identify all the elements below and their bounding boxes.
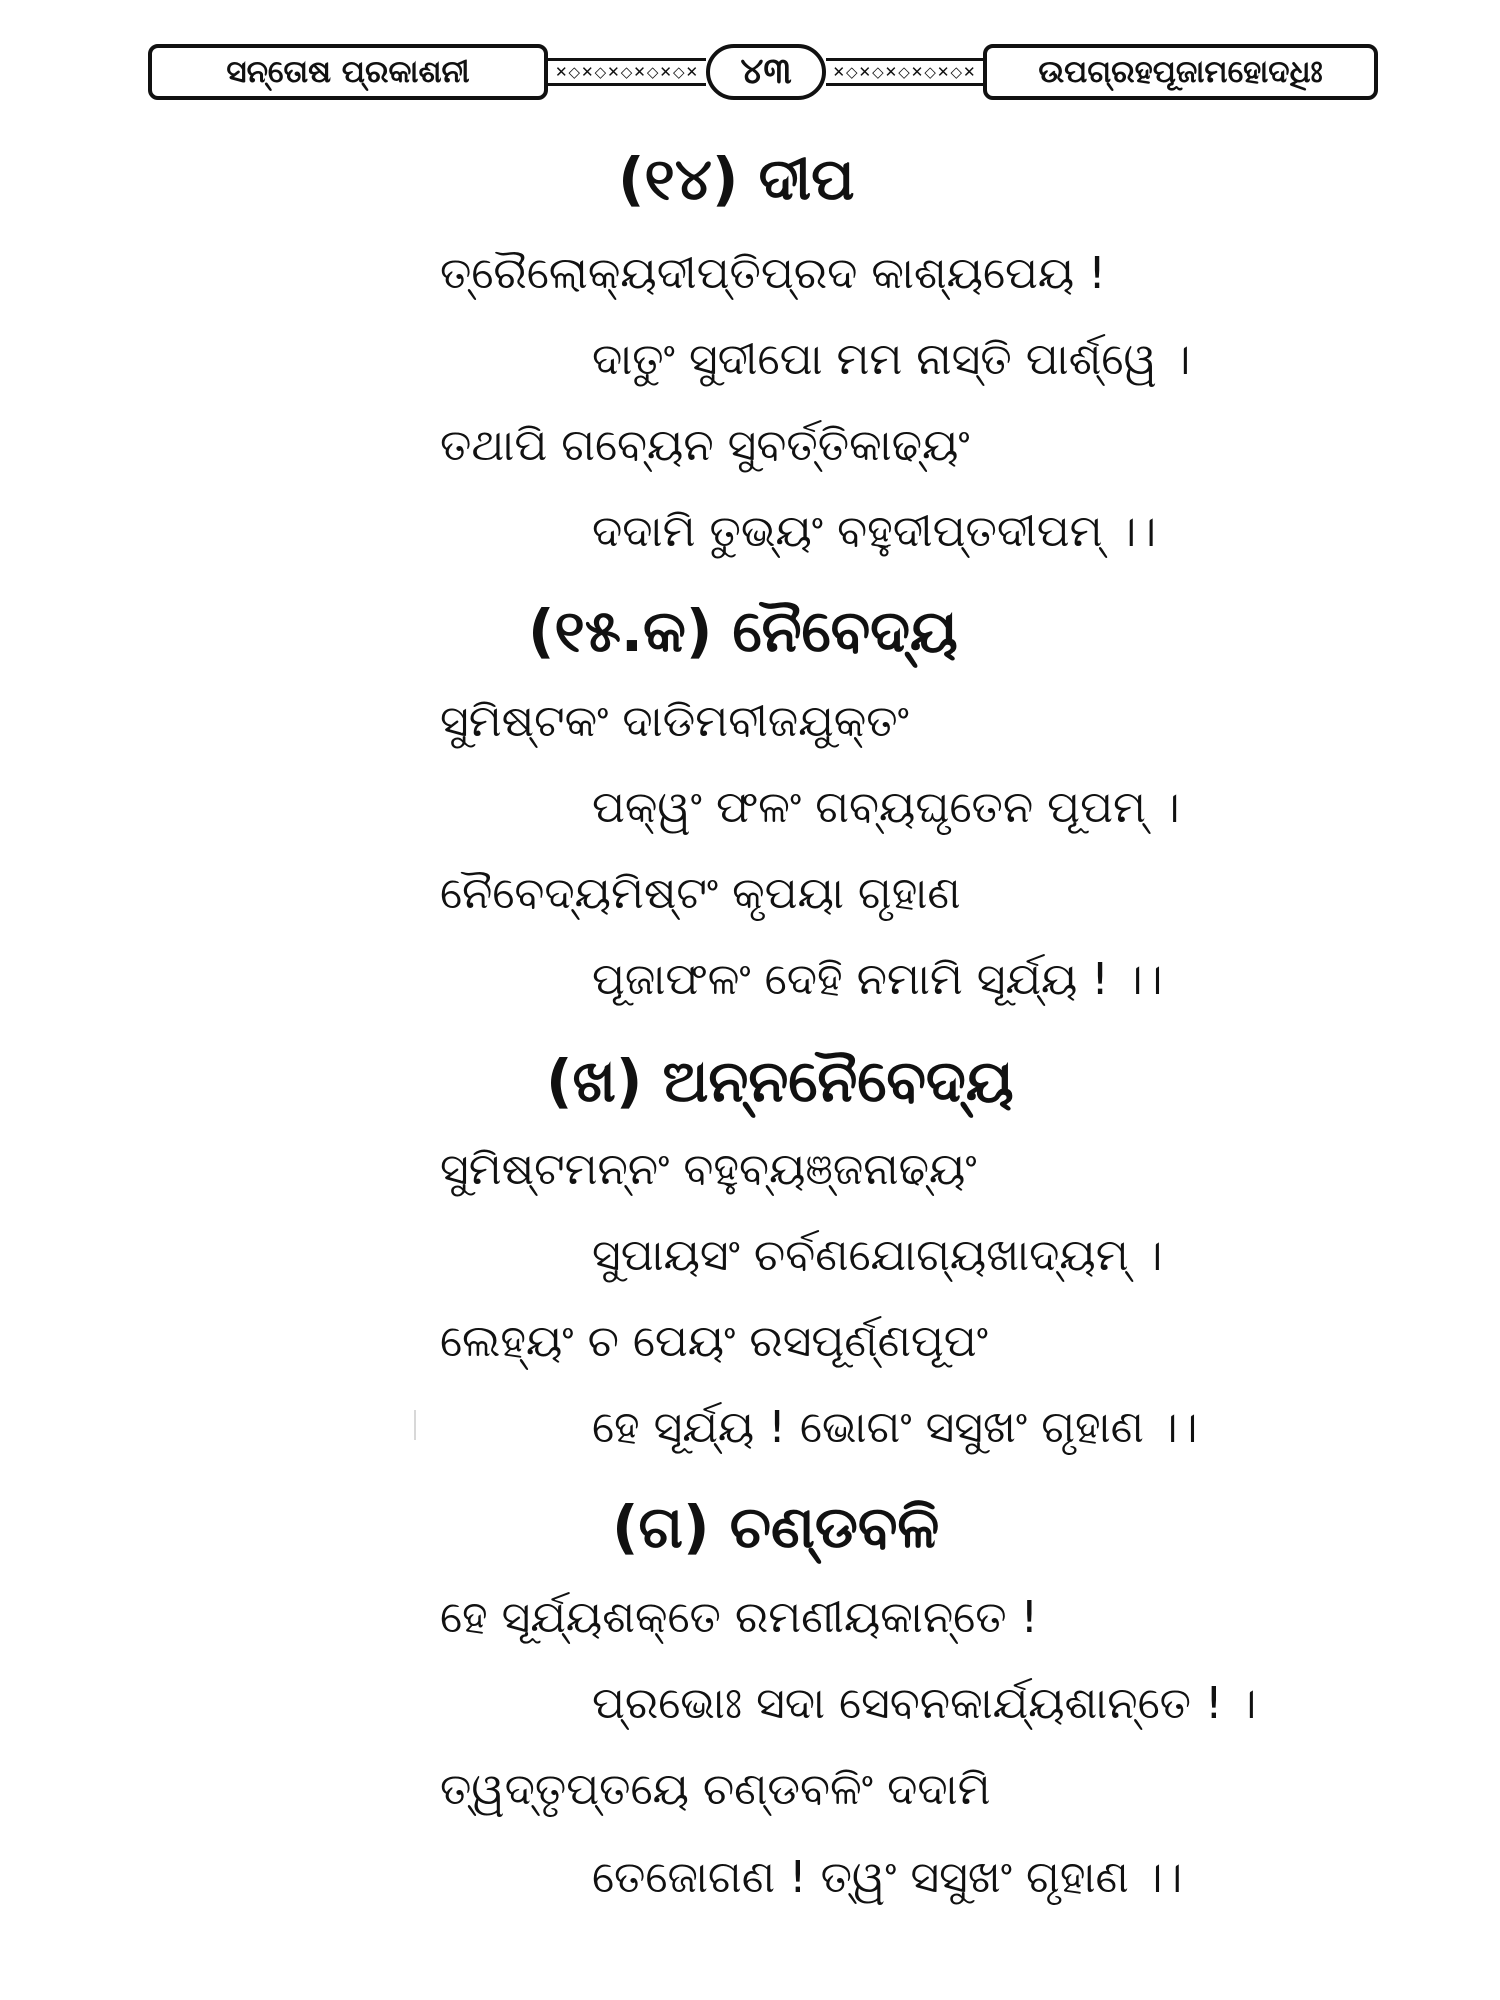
section-heading: (୧୫.କ) ନୈବେଦ୍ୟ (528, 597, 958, 665)
section-heading: (୧୪) ଦୀପ (618, 145, 855, 213)
verse-line: ତ୍ରୈଲୋକ୍ୟଦୀପ୍ତିପ୍ରଦ କାଶ୍ୟପେୟ ! (440, 248, 1106, 299)
verse-line: ପୂଜାଫଳଂ ଦେହି ନମାମି ସୂର୍ଯ୍ୟ ! ।। (592, 954, 1163, 1005)
verse-line: ଦଦାମି ତୁଭ୍ୟଂ ବହୁଦୀପ୍ତଦୀପମ୍ ।। (592, 506, 1157, 557)
section-heading: (ଖ) ଅନ୍ନନୈବେଦ୍ୟ (546, 1047, 1014, 1115)
verse-line: ତ୍ୱଦ୍ତୃପ୍ତୟେ ଚଣ୍ଡବଳିଂ ଦଦାମି (440, 1764, 991, 1815)
verse-line: ଲେହ୍ୟଂ ଚ ପେୟଂ ରସପୂର୍ଣ୍ଣପୂପଂ (440, 1316, 989, 1367)
page-crease-mark (414, 1410, 416, 1440)
verse-line: ସୁମିଷ୍ଟମନ୍ନଂ ବହୁବ୍ୟଞ୍ଜନାଢ୍ୟଂ (440, 1144, 977, 1195)
page-number: ୪୩ (706, 44, 826, 100)
verse-line: ତଥାପି ଗବ୍ୟେନ ସୁବର୍ତ୍ତିକାଢ୍ୟଂ (440, 420, 970, 471)
verse-line: ପ୍ରଭୋଃ ସଦା ସେବନକାର୍ଯ୍ୟଶାନ୍ତେ ! । (592, 1678, 1257, 1729)
verse-line: ହେ ସୂର୍ଯ୍ୟଶକ୍ତେ ରମଣୀୟକାନ୍ତେ ! (440, 1592, 1039, 1643)
book-title: ଉପଗ୍ରହପୂଜାମହୋଦଧିଃ (983, 44, 1378, 100)
header-ornament-left: ✕◇✕◇✕◇✕◇✕◇✕ (548, 58, 706, 86)
section-heading: (ଗ) ଚଣ୍ଡବଳି (612, 1493, 940, 1561)
verse-line: ସୁମିଷ୍ଟକଂ ଦାଡିମବୀଜଯୁକ୍ତଂ (440, 696, 909, 747)
verse-line: ପକ୍ୱଂ ଫଳଂ ଗବ୍ୟଘୃତେନ ପୂପମ୍ । (592, 782, 1180, 833)
verse-line: ହେ ସୂର୍ଯ୍ୟ ! ଭୋଗଂ ସସୁଖଂ ଗୃହାଣ ।। (592, 1402, 1198, 1453)
header-ornament-right: ✕◇✕◇✕◇✕◇✕◇✕ (826, 58, 983, 86)
verse-line: ତେଜୋଗଣ ! ତ୍ୱଂ ସସୁଖଂ ଗୃହାଣ ।। (592, 1852, 1183, 1903)
verse-line: ସୁପାୟସଂ ଚର୍ବଣଯୋଗ୍ୟଖାଦ୍ୟମ୍ । (592, 1230, 1163, 1281)
verse-line: ନୈବେଦ୍ୟମିଷ୍ଟଂ କୃପୟା ଗୃହାଣ (440, 868, 961, 919)
verse-line: ଦାତୁଂ ସୁଦୀପୋ ମମ ନାସ୍ତି ପାର୍ଶ୍ୱେ । (592, 334, 1191, 385)
publisher-title: ସନ୍ତୋଷ ପ୍ରକାଶନୀ (148, 44, 548, 100)
